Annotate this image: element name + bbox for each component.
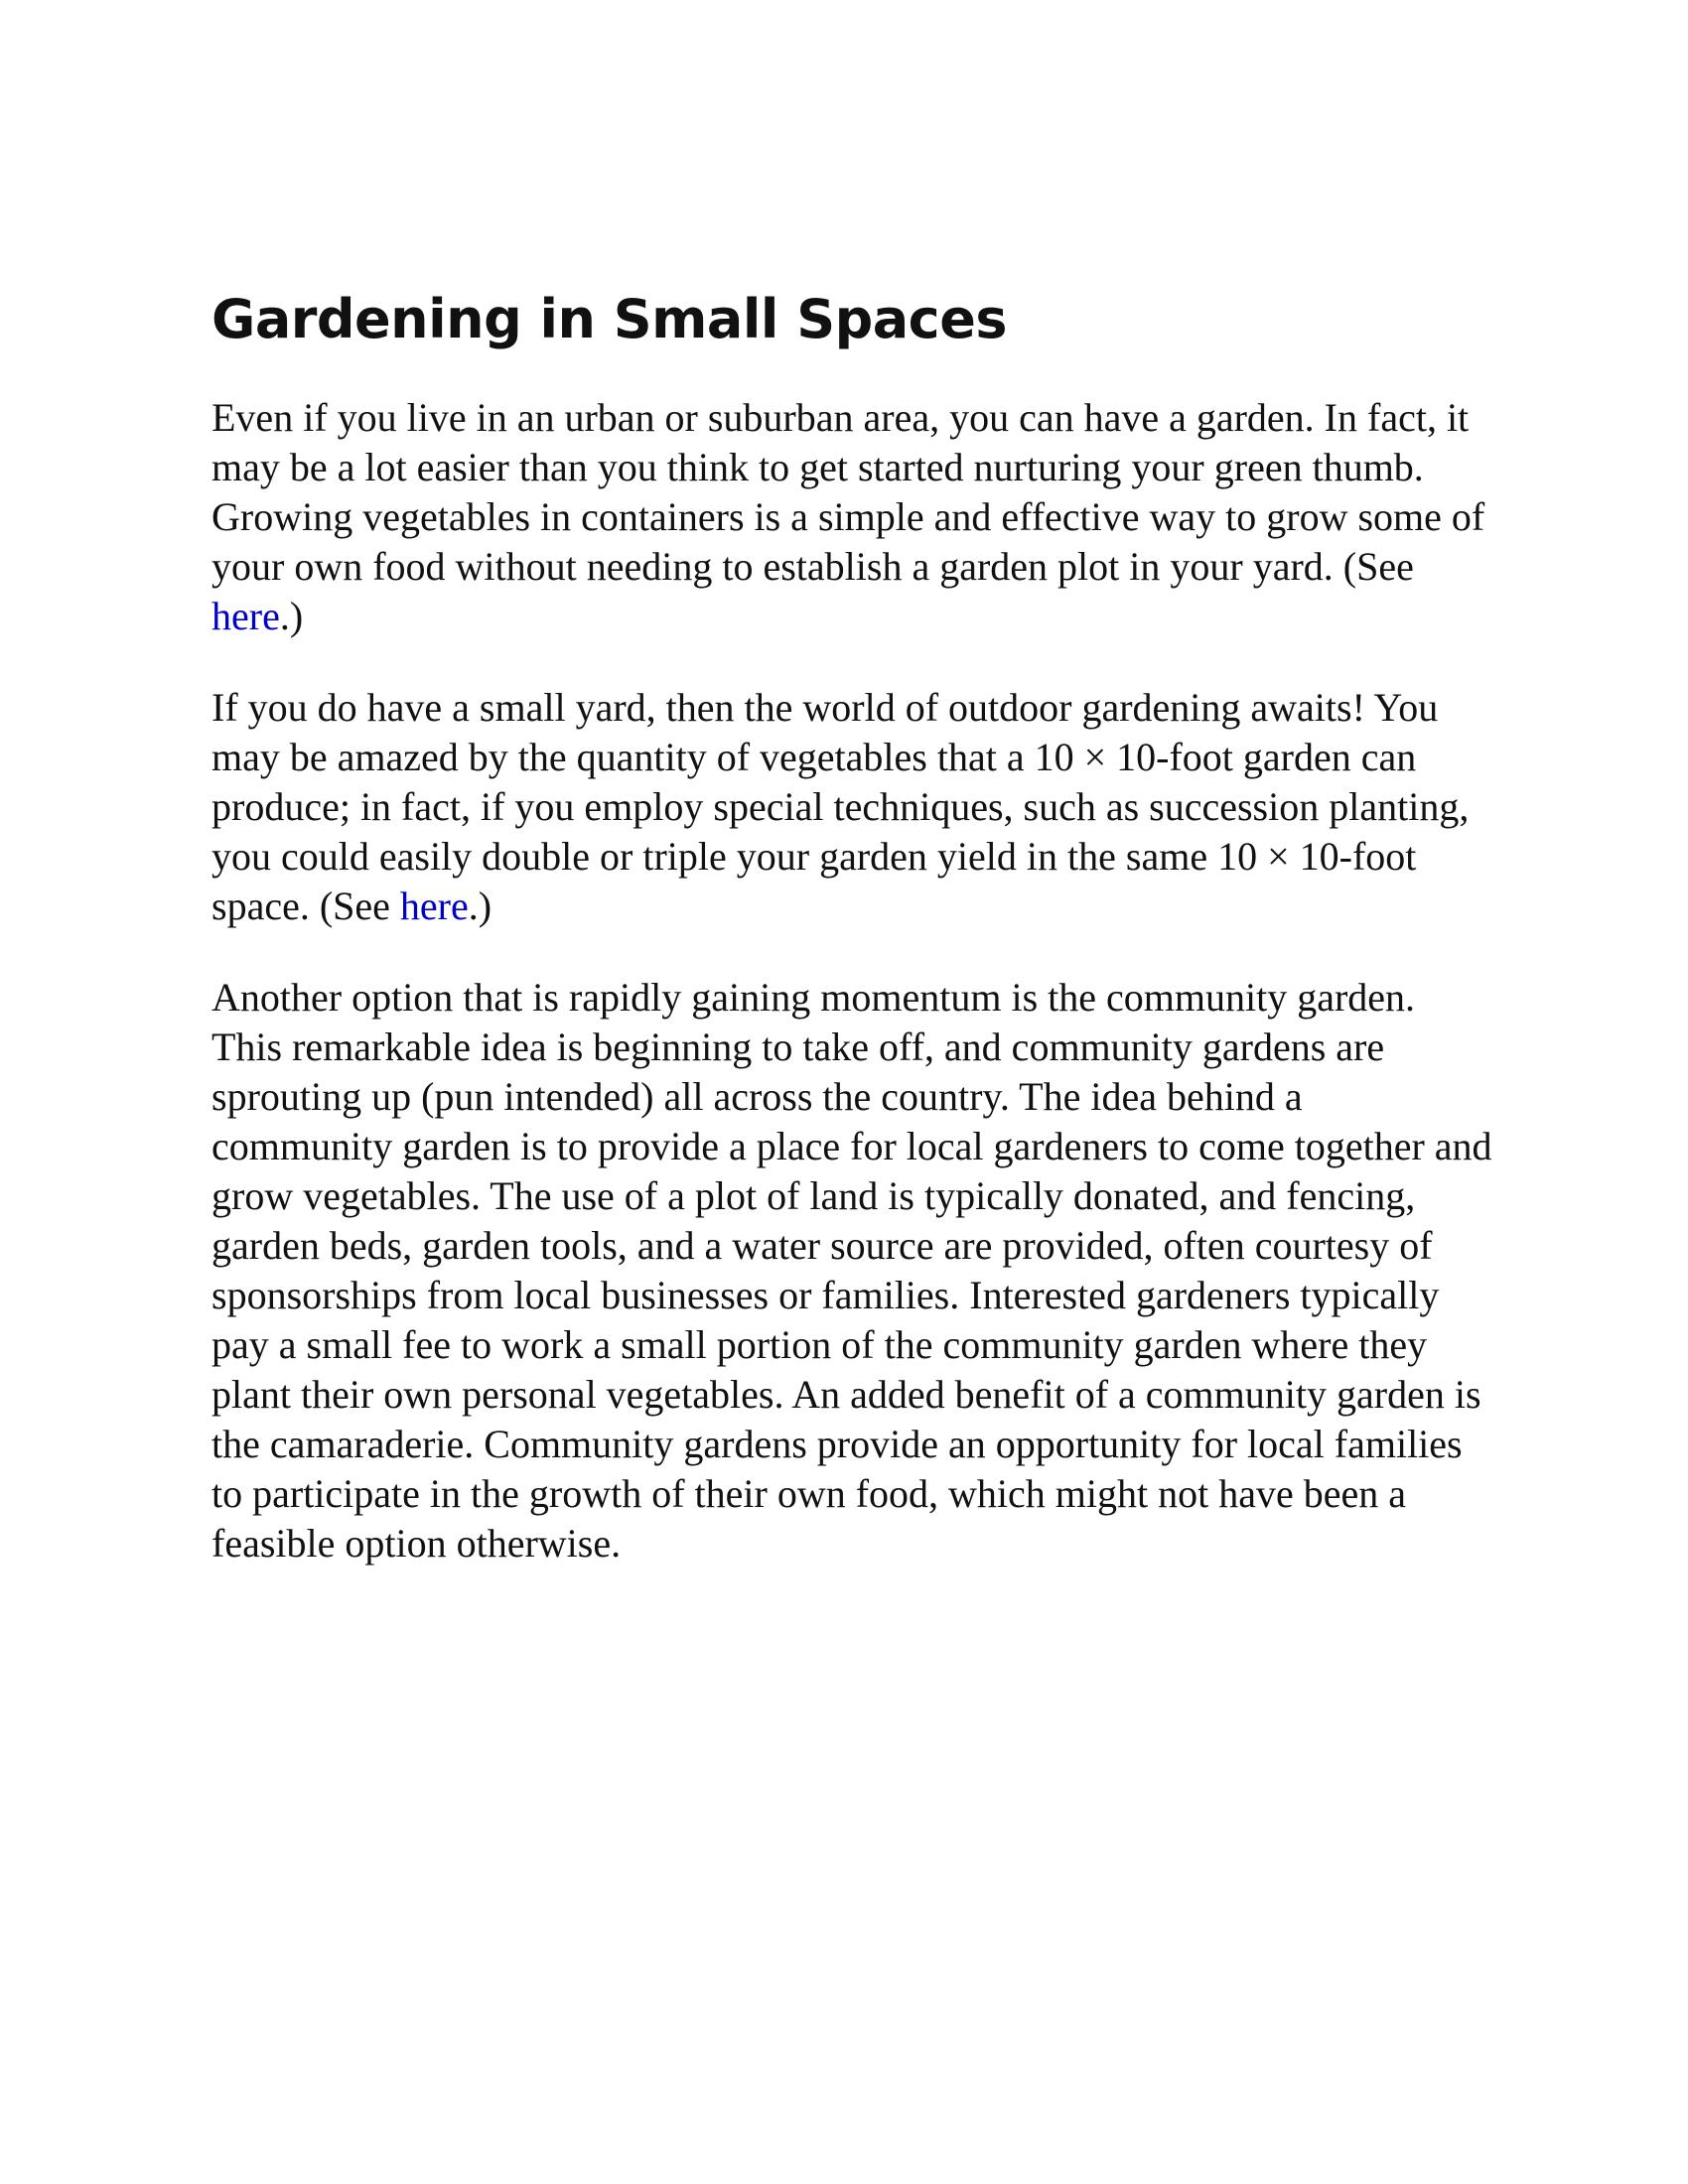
paragraph-text: If you do have a small yard, then the world of outdoor gardening awaits! You may be amazed by the quantity of vegetables that a 10 × 10-foot garden can produce; in fact, if you employ special techniques, such as succession planting, you could easily double or triple your garden yield in the same 10 × 10-foot space. (See (211, 685, 1470, 928)
paragraph-text-end: .) (468, 884, 492, 928)
paragraph-text: Even if you live in an urban or suburban area, you can have a garden. In fact, it may be a lot easier than you think to get started nurturing your green thumb. Growing vegetables in containers is a simple and effective way to grow some of your own food without needing to establish a garden plot in your yard. (See (211, 395, 1485, 589)
paragraph-community-garden: Another option that is rapidly gaining momentum is the community garden. This remarkable idea is beginning to take off, and community gardens are sprouting up (pun intended) all across the country. The idea behind a community garden is to provide a place for local gardeners to come together and grow vegetables. The use of a plot of land is typically donated, and fencing, garden beds, garden tools, and a water source are provided, often courtesy of sponsorships from local businesses or families. Interested gardeners typically pay a small fee to work a small portion of the community garden where they plant their own personal vegetables. An added benefit of a community garden is the camaraderie. Community gardens provide an opportunity for local families to participate in the growth of their own food, which might not have been a feasible option otherwise. (211, 975, 1492, 1566)
here-link-succession-planting[interactable]: here (399, 884, 469, 928)
document-page (211, 280, 1502, 1610)
here-link-containers[interactable]: here (211, 594, 280, 638)
paragraph-text-end: .) (279, 594, 304, 638)
page-title: Gardening in Small Spaces (211, 288, 1007, 350)
paragraph-containers (211, 393, 1492, 641)
paragraph-small-yard (211, 683, 1492, 931)
